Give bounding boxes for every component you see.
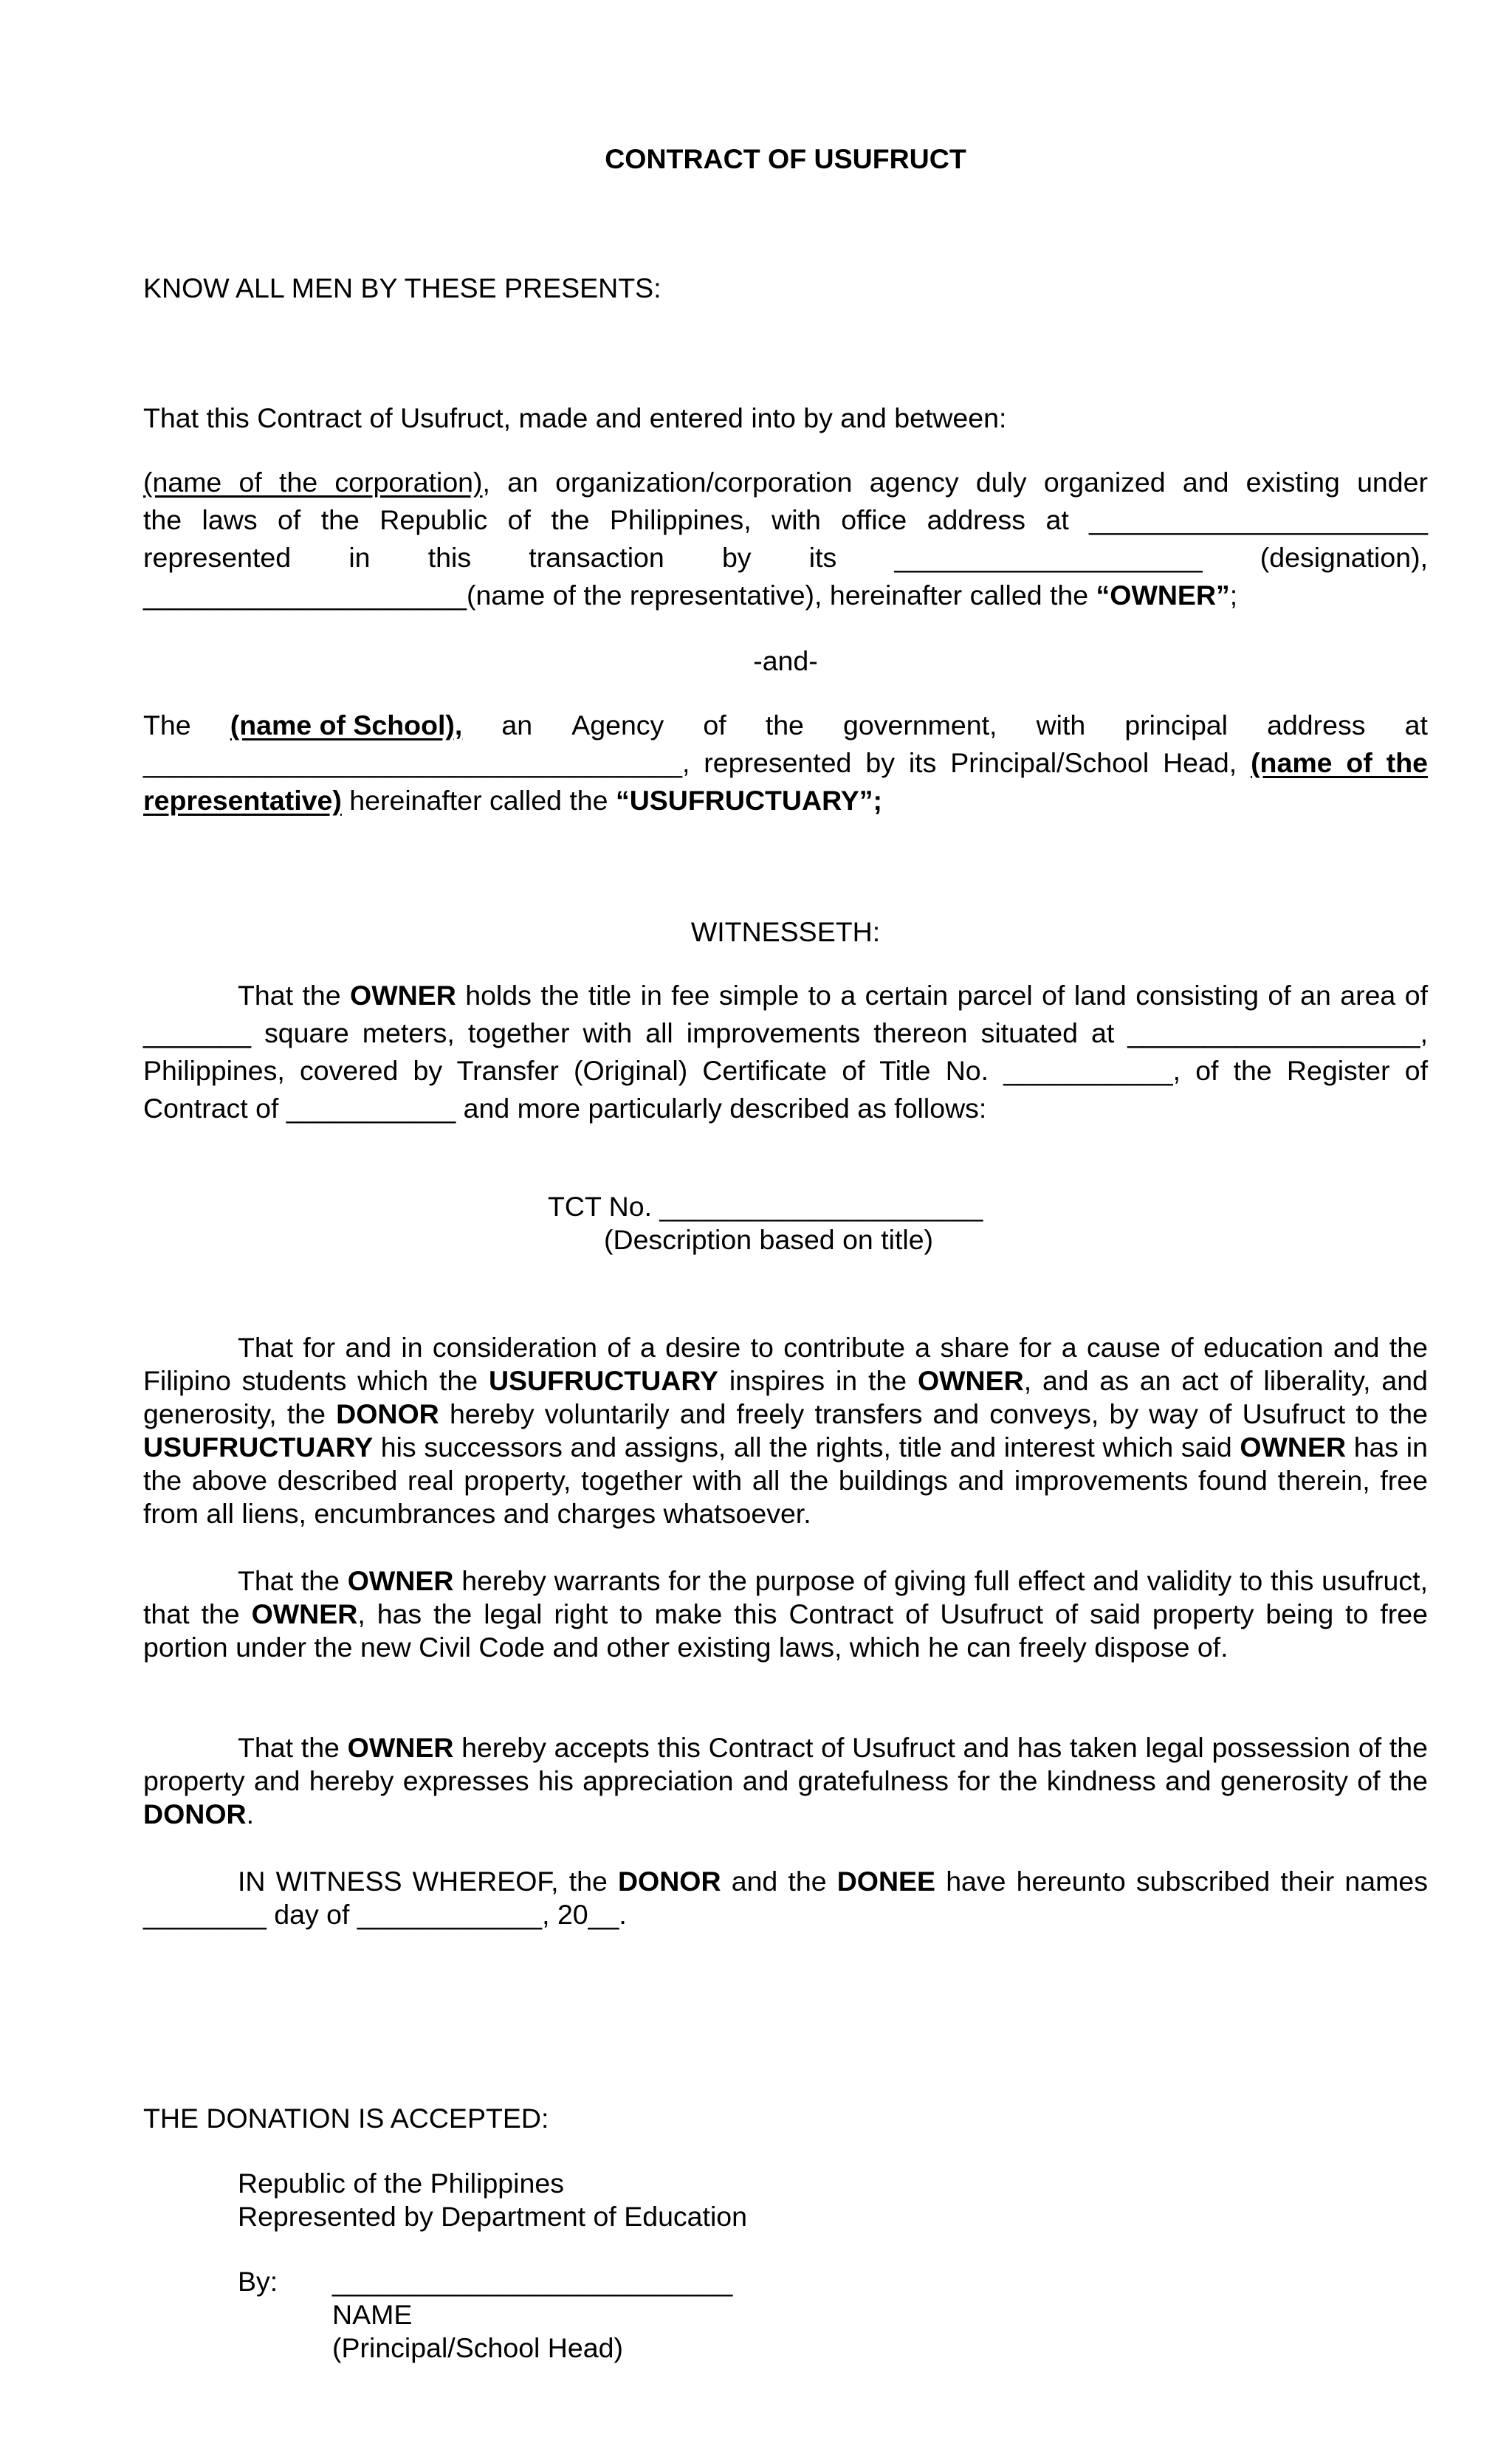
donor-term: DONOR: [617, 1866, 721, 1897]
usufructuary-line-2-text: ___________________________________, represented by its Principal/School Head,: [143, 747, 1251, 778]
word: at: [1404, 709, 1428, 740]
signatory-title: (Principal/School Head): [332, 2332, 623, 2363]
text: IN WITNESS WHEREOF, the: [238, 1866, 618, 1897]
text: That the: [238, 1732, 348, 1763]
word: with: [1036, 709, 1086, 740]
owner-line-1-text: , an organization/corporation agency duly organized and existing under: [482, 467, 1428, 498]
witnesseth-heading: WITNESSETH:: [690, 916, 881, 947]
donor-term: DONOR: [143, 1798, 247, 1829]
text: has in the above described real property, together with all the buildings and improvements found therein, free from all liens, encumbrances and charges whatsoever.: [143, 1432, 1428, 1529]
owner-line-4: [143, 577, 1428, 614]
word: the: [765, 709, 804, 740]
usufructuary-term: USUFRUCTUARY: [488, 1365, 719, 1396]
owner-term: OWNER: [347, 1732, 454, 1763]
acceptance-paragraph: [143, 1731, 1428, 1831]
signature-block: [238, 2265, 1124, 2365]
party-owner-paragraph: [143, 464, 1428, 614]
warranty-paragraph: [143, 1564, 1428, 1664]
text: his successors and assigns, all the rights, title and interest which said: [373, 1432, 1240, 1463]
by-label: By:: [238, 2266, 278, 2297]
text: That the: [238, 1565, 348, 1596]
text: hereby accepts this Contract of Usufruct and has taken legal possession of the property and hereby expresses his appreciation and gratefulness for the kindness and generosity of the: [143, 1732, 1428, 1796]
tct-description: (Description based on title): [604, 1224, 934, 1255]
owner-line-2: the laws of the Republic of the Philippines, with office address at ______________________: [143, 504, 1428, 535]
text: hereby voluntarily and freely transfers and conveys, by way of Usufruct to the: [439, 1398, 1429, 1429]
word: transaction: [529, 542, 664, 573]
word: principal: [1124, 709, 1228, 740]
word: represented: [143, 542, 292, 573]
acceptor-block: [238, 2167, 1124, 2233]
usufructuary-term: “USUFRUCTUARY”;: [615, 785, 883, 816]
signatory-name: NAME: [332, 2299, 413, 2330]
donation-accepted-heading: THE DONATION IS ACCEPTED:: [143, 2103, 549, 2134]
representative-placeholder-b: representative): [143, 785, 342, 816]
owner-line-1: [143, 464, 1428, 501]
witness-whereof-paragraph: [143, 1865, 1428, 1931]
owner-line-4-text: _____________________(name of the representative), hereinafter called the: [143, 580, 1096, 611]
representative-placeholder-a: (name of the: [1251, 747, 1428, 778]
acceptor-represented: Represented by Department of Education: [238, 2201, 747, 2232]
donor-term: DONOR: [336, 1398, 439, 1429]
text: That for and in consideration of a desire to contribute a share for a cause of education and the Filipino students which the: [143, 1332, 1428, 1396]
land-description-paragraph: [143, 977, 1428, 1127]
owner-line-3: [143, 539, 1428, 577]
signature-line: __________________________: [332, 2266, 733, 2297]
usufructuary-line-2: [143, 744, 1428, 782]
text: That the: [238, 980, 351, 1011]
school-name-placeholder: (name of School),: [230, 709, 463, 740]
usufructuary-line-3-text: hereinafter called the: [341, 785, 616, 816]
owner-term: OWNER: [917, 1365, 1024, 1396]
text: , has the legal right to make this Contract of Usufruct of said property being to free portion under the new Civil Code and other existing laws, which he can freely dispose of.: [143, 1598, 1428, 1663]
usufructuary-term: USUFRUCTUARY: [143, 1432, 374, 1463]
text: inspires in the: [718, 1365, 918, 1396]
text: holds the title in fee simple to a certain parcel of land consisting of an area of _______ square meters, together with all improvements thereon situated at ___________________, Philippines, covered by Transfer (Original) Certificate of Title No. ___________, of the Register of Contract of ___________ and more particularly described as follows:: [143, 980, 1428, 1124]
signature-row: [238, 2265, 1124, 2298]
text: , and as an act of liberality, and generosity, the: [143, 1365, 1428, 1429]
word: (designation),: [1260, 542, 1428, 573]
corp-name-placeholder: (name of the corporation): [143, 467, 483, 498]
word: this: [427, 542, 472, 573]
text: and the: [721, 1866, 837, 1897]
usufructuary-line-3: [143, 782, 1428, 819]
word: in: [348, 542, 371, 573]
tct-number-line: TCT No. _____________________: [548, 1191, 983, 1222]
owner-term: OWNER: [350, 980, 456, 1011]
word: by: [721, 542, 752, 573]
intro-line: That this Contract of Usufruct, made and entered into by and between:: [143, 402, 1007, 433]
owner-term: “OWNER”: [1096, 580, 1230, 611]
word: Agency: [571, 709, 664, 740]
word: of: [703, 709, 726, 740]
consideration-paragraph: [143, 1331, 1428, 1530]
tct-block: [548, 1190, 1065, 1257]
punct: ;: [1229, 580, 1238, 611]
and-separator: -and-: [753, 645, 818, 676]
acceptor-republic: Republic of the Philippines: [238, 2168, 564, 2199]
word: The: [143, 709, 191, 740]
text: .: [246, 1798, 255, 1829]
word: government,: [843, 709, 997, 740]
owner-term: OWNER: [347, 1565, 454, 1596]
word: an: [501, 709, 533, 740]
word: address: [1267, 709, 1366, 740]
donee-term: DONEE: [836, 1866, 936, 1897]
text: have hereunto subscribed their names ________ day of ____________, 20__.: [143, 1866, 1428, 1930]
know-all-heading: KNOW ALL MEN BY THESE PRESENTS:: [143, 272, 662, 303]
designation-blank: ____________________: [894, 542, 1203, 573]
text: hereby warrants for the purpose of giving full effect and validity to this usufruct, that the: [143, 1565, 1428, 1629]
owner-term: OWNER: [251, 1598, 358, 1629]
owner-term: OWNER: [1240, 1432, 1347, 1463]
usufructuary-line-1: [143, 707, 1428, 744]
document-title: CONTRACT OF USUFRUCT: [605, 143, 966, 174]
party-usufructuary-paragraph: [143, 707, 1428, 819]
word: its: [808, 542, 837, 573]
